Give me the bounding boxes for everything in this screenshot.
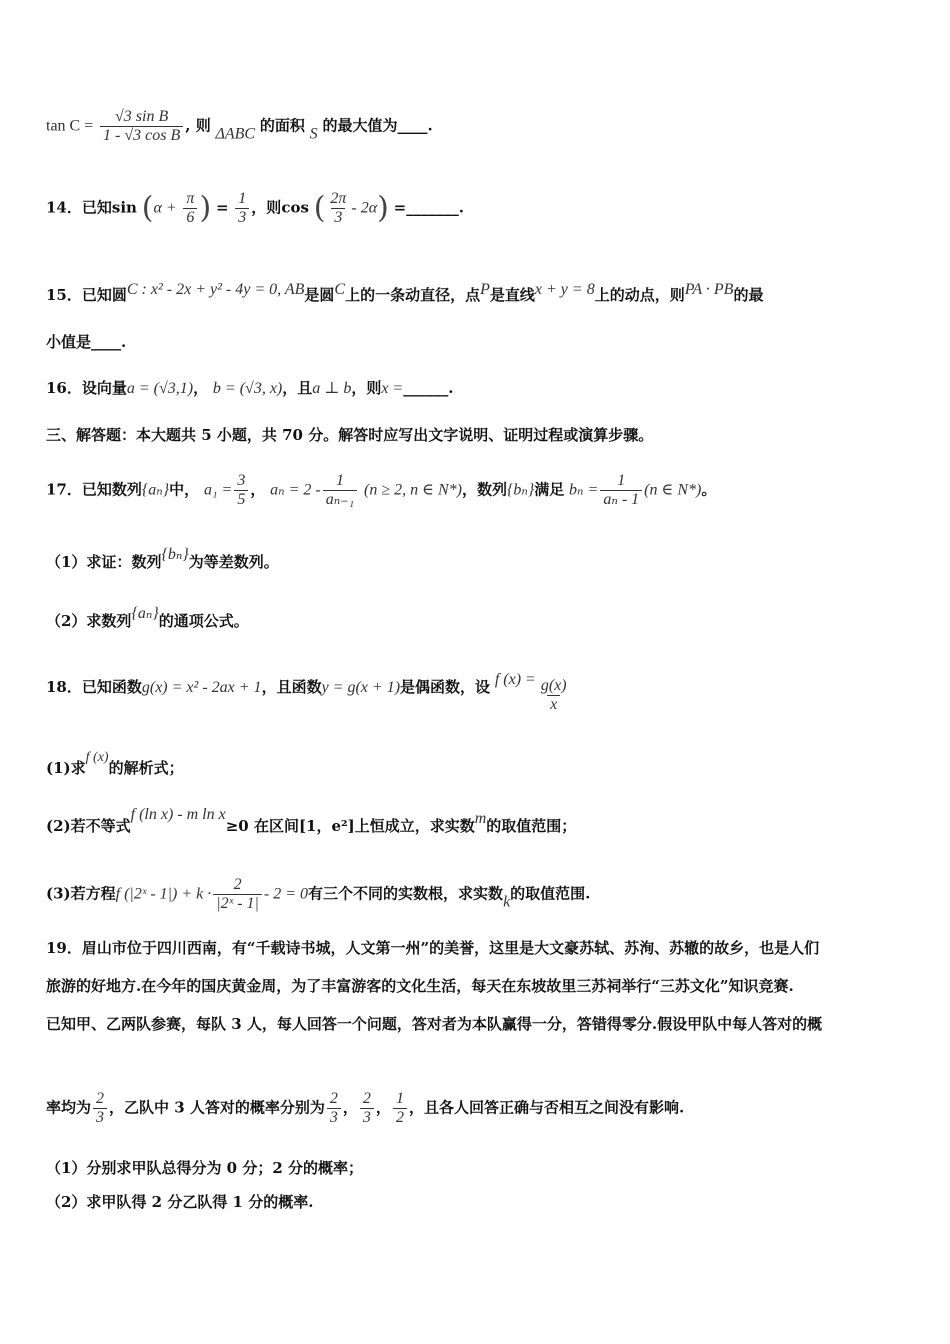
tan-lhs: tan C = bbox=[46, 117, 94, 135]
question-17: 17．已知数列{aₙ}中， a₁ = $\frac{3}{5}$ ， aₙ = 2 - $\frac{1}{\text{aₙ₋₁}}$ (n ≥ 2, n ∈ N*)，数列{bₙ}满足 bₙ = $\frac{1}{\text{aₙ - 1}}$ (n ∈ N*)。 bbox=[46, 472, 717, 508]
q19-line3: 已知甲、乙两队参赛，每队 3 人，每人回答一个问题，答对者为本队赢得一分，答错得零分.假设甲队中每人答对的概 bbox=[46, 1015, 823, 1033]
question-14: 14．已知sin (α + $\frac{\pi}{6}$ ) = $\frac{1}{3}$ ，则cos ( $\frac{2\pi}{3}$ - 2α) =_______. bbox=[46, 190, 464, 226]
q19-line4: 率均为 $\frac{2}{3}$ ，乙队中 3 人答对的概率分别为 $\frac{2}{3}$ ， $\frac{2}{3}$ ， $\frac{1}{2}$ ，且各人回答正确与否相互之间没有影响. bbox=[46, 1090, 685, 1126]
two-pi-over-3: $\frac{2\pi}{3}$ bbox=[330, 190, 347, 226]
question-15: 15．已知圆C : x² - 2x + y² - 4y = 0, AB是圆C上的一条动直径，点P是直线x + y = 8上的动点，则PA · PB的最 bbox=[46, 281, 764, 304]
tan-fraction: $\frac{\text{√3 sin B}}{\text{1 - √3 cos B}}$ bbox=[100, 108, 183, 145]
question-18: 18．已知函数g(x) = x² - 2ax + 1，且函数y = g(x + 1)是偶函数，设 f (x) = $\frac{g(x)}{x}$ bbox=[46, 671, 567, 713]
pi-over-6: $\frac{\pi}{6}$ bbox=[183, 190, 197, 227]
q18-part3: (3)若方程f (|2ˣ - 1|) + k · $\frac{2}{\text{|2ˣ - 1|}}$ - 2 = 0有三个不同的实数根，求实数k的取值范围. bbox=[46, 876, 591, 912]
question-16: 16．设向量a = (√3,1)， b = (√3, x)，且a ⊥ b，则x =______. bbox=[46, 379, 454, 397]
q19-line2: 旅游的好地方.在今年的国庆黄金周，为了丰富游客的文化生活，每天在东坡故里三苏祠举行“三苏文化”知识竞赛. bbox=[46, 977, 794, 995]
q18-part1: (1)求f (x)的解析式； bbox=[46, 750, 184, 777]
q19-part2: （2）求甲队得 2 分乙队得 1 分的概率. bbox=[46, 1193, 314, 1211]
q19-part1: （1）分别求甲队总得分为 0 分；2 分的概率； bbox=[46, 1159, 363, 1177]
q17-part1: （1）求证：数列{bₙ}为等差数列。 bbox=[46, 546, 279, 571]
question-15-line2: 小值是____. bbox=[46, 333, 127, 351]
q13-tail: tan C = $\frac{\text{√3 sin B}}{\text{1 - √3 cos B}}$ , 则 ΔABC 的面积 S 的最大值为____. bbox=[46, 108, 433, 144]
q18-part2: (2)若不等式f (ln x) - m ln x≥0 在区间[1，e²]上恒成立，求实数m的取值范围； bbox=[46, 806, 577, 835]
q19-line1: 19．眉山市位于四川西南，有“千载诗书城，人文第一州”的美誉，这里是大文豪苏轼、苏洵、苏辙的故乡，也是人们 bbox=[46, 939, 820, 957]
section-3-heading: 三、解答题：本大题共 5 小题，共 70 分。解答时应写出文字说明、证明过程或演算步骤。 bbox=[46, 426, 654, 444]
one-third: $\frac{1}{3}$ bbox=[235, 190, 249, 227]
q17-part2: （2）求数列{aₙ}的通项公式。 bbox=[46, 605, 249, 630]
